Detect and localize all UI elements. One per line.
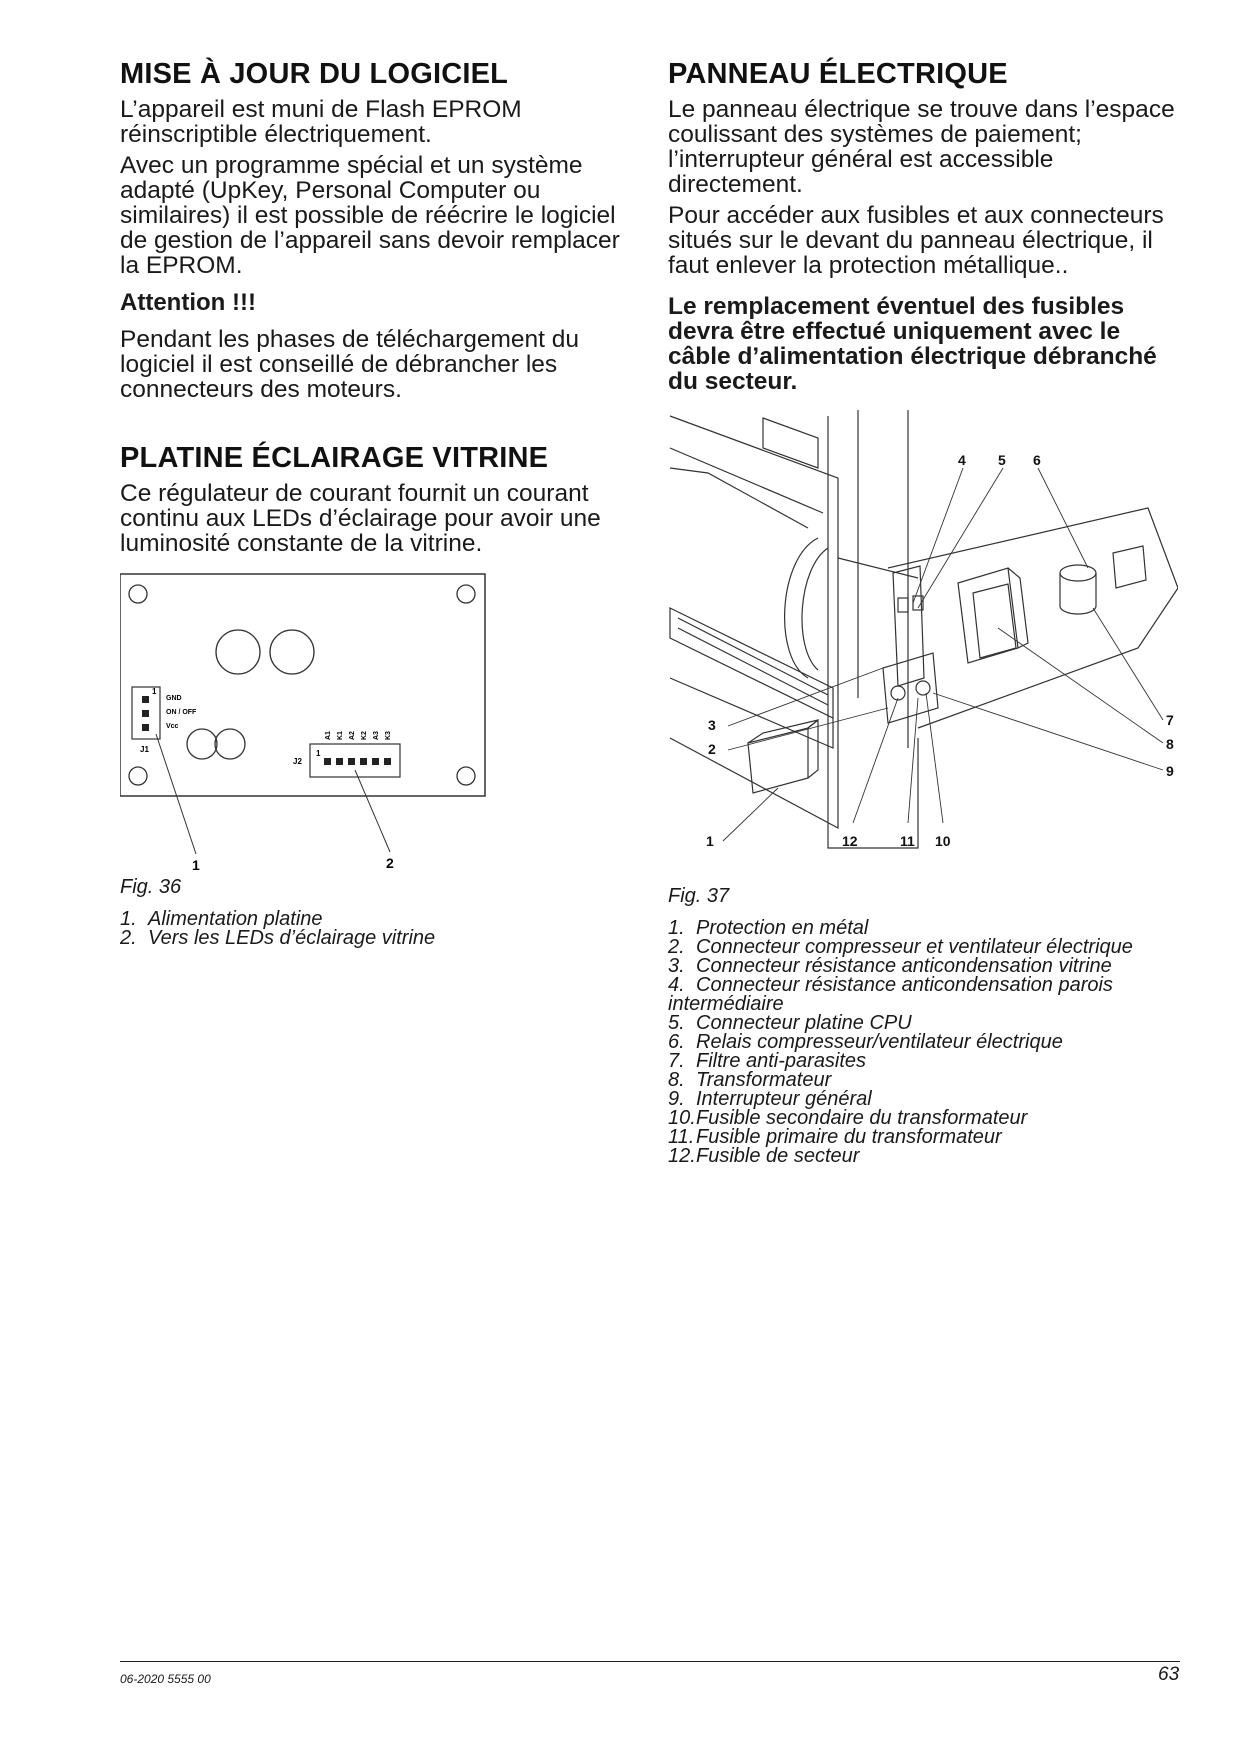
panel-paragraph-2: Pour accéder aux fusibles et aux connecteurs situés sur le devant du panneau électrique, il faut enlever la protection métallique.. <box>668 202 1164 279</box>
fig36-legend <box>120 910 640 948</box>
legend-item: 2. Connecteur compresseur et ventilateur électrique <box>668 936 1133 958</box>
left-column <box>120 58 640 948</box>
fig36-callout-1: 1 <box>192 857 200 873</box>
j2-pin <box>324 758 331 765</box>
j2-pin <box>384 758 391 765</box>
fig37-callout-2: 2 <box>708 741 716 757</box>
software-paragraph-3: Pendant les phases de téléchargement du logiciel il est conseillé de débrancher les connecteurs des moteurs. <box>120 326 580 403</box>
fig37-callout-6: 6 <box>1033 452 1041 468</box>
j2-pin-label: A1 <box>325 731 332 740</box>
legend-item: 7. Filtre anti-parasites <box>668 1050 867 1072</box>
fig36-board-diagram <box>120 572 490 877</box>
legend-item: 12.Fusible de secteur <box>668 1145 860 1167</box>
fig37-panel-diagram <box>668 408 1178 878</box>
fig37-callout-7: 7 <box>1166 712 1174 728</box>
fuse-warning: Le remplacement éventuel des fusibles devra être effectué uniquement avec le câble d’alimentation électrique débranché du secteur. <box>668 293 1157 395</box>
j2-pin-label: K2 <box>361 731 368 740</box>
software-update-heading: MISE À JOUR DU LOGICIEL <box>120 58 509 90</box>
attention-label: Attention !!! <box>120 289 256 316</box>
legend-item: 1. Alimentation platine <box>120 908 323 930</box>
j2-pin-label: A3 <box>373 731 380 740</box>
legend-item: 6. Relais compresseur/ventilateur électrique <box>668 1031 1063 1053</box>
legend-item: 4. Connecteur résistance anticondensation parois intermédiaire <box>668 974 1113 1015</box>
right-column <box>668 58 1178 1166</box>
fig36-callout-2: 2 <box>386 855 394 871</box>
j2-pin-label: A2 <box>349 731 356 740</box>
legend-item: 2. Vers les LEDs d’éclairage vitrine <box>120 927 436 949</box>
j2-pin <box>336 758 343 765</box>
j2-pin-label: K3 <box>385 731 392 740</box>
j2-pin <box>372 758 379 765</box>
legend-item: 5. Connecteur platine CPU <box>668 1012 912 1034</box>
fig37-callout-5: 5 <box>998 452 1006 468</box>
legend-item: 1. Protection en métal <box>668 917 869 939</box>
fig37-callout-11: 11 <box>900 833 915 849</box>
fig37-callout-8: 8 <box>1166 736 1174 752</box>
j1-label: J1 <box>140 745 149 754</box>
board-outline <box>120 574 485 796</box>
document-code: 06-2020 5555 00 <box>120 1672 211 1686</box>
fig37-callout-4: 4 <box>958 452 966 468</box>
lighting-board-heading: PLATINE ÉCLAIRAGE VITRINE <box>120 442 549 474</box>
fig37-callout-12: 12 <box>842 833 858 849</box>
j1-gnd-label: GND <box>166 695 182 702</box>
j2-pin1-label: 1 <box>316 749 321 758</box>
j1-onoff-label: ON / OFF <box>166 709 197 716</box>
legend-item: 10.Fusible secondaire du transformateur <box>668 1107 1028 1129</box>
panel-paragraph-1: Le panneau électrique se trouve dans l’espace coulissant des systèmes de paiement; l’interrupteur général est accessible directement. <box>668 96 1175 198</box>
j2-pin-label: K1 <box>337 731 344 740</box>
j1-pin1-label: 1 <box>152 687 157 696</box>
fig37-callout-9: 9 <box>1166 763 1174 779</box>
fig37-callout-3: 3 <box>708 717 716 733</box>
fig37-callout-10: 10 <box>935 833 951 849</box>
fig36-caption: Fig. 36 <box>120 876 182 898</box>
software-paragraph-1: L’appareil est muni de Flash EPROM réinscriptible électriquement. <box>120 96 522 148</box>
fig37-callout-1: 1 <box>706 833 714 849</box>
lighting-paragraph: Ce régulateur de courant fournit un courant continu aux LEDs d’éclairage pour avoir une luminosité constante de la vitrine. <box>120 480 601 557</box>
page-number: 63 <box>1158 1664 1180 1685</box>
software-paragraph-2: Avec un programme spécial et un système adapté (UpKey, Personal Computer ou similaires) il est possible de réécrire le logiciel de gestion de l’appareil sans devoir remplacer la EPROM. <box>120 152 620 279</box>
legend-item: 9. Interrupteur général <box>668 1088 872 1110</box>
j2-pin <box>348 758 355 765</box>
legend-item: 11.Fusible primaire du transformateur <box>668 1126 1002 1148</box>
fig37-caption: Fig. 37 <box>668 885 730 907</box>
legend-item: 8. Transformateur <box>668 1069 832 1091</box>
footer-rule <box>120 1661 1180 1662</box>
legend-item: 3. Connecteur résistance anticondensation vitrine <box>668 955 1112 977</box>
j2-label: J2 <box>293 757 302 766</box>
j2-pin <box>360 758 367 765</box>
j1-vcc-label: Vcc <box>166 723 179 730</box>
electrical-panel-heading: PANNEAU ÉLECTRIQUE <box>668 58 1008 90</box>
fig37-legend <box>668 919 1178 1166</box>
